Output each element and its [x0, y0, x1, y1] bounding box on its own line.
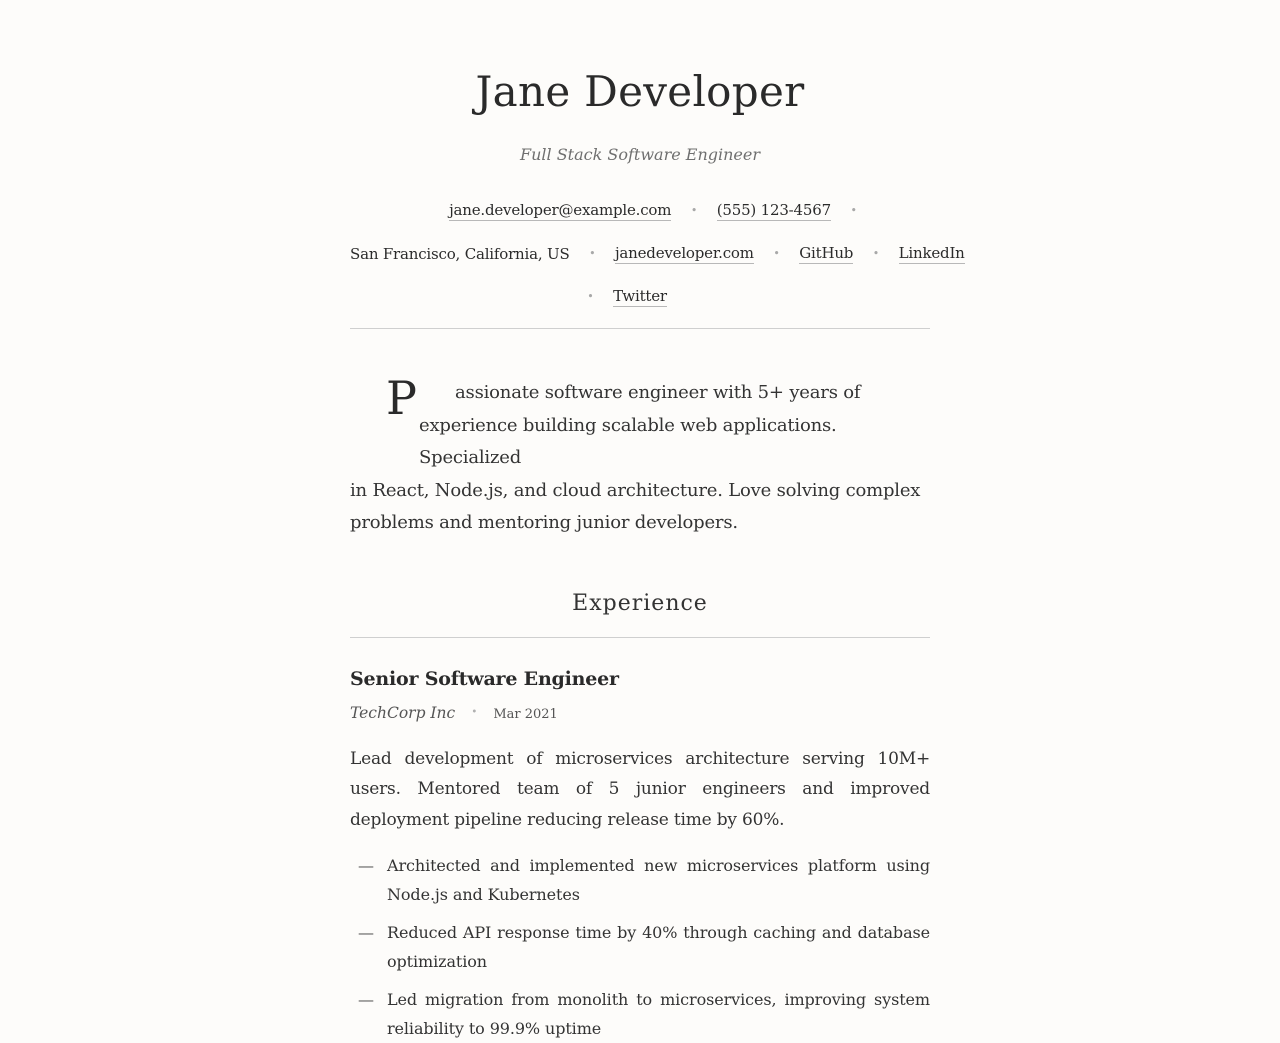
linkedin-link[interactable]: LinkedIn	[899, 244, 965, 264]
job-title: Senior Software Engineer	[350, 666, 930, 692]
separator-dot: •	[691, 202, 697, 220]
job-highlights	[350, 852, 930, 1043]
em-dash-icon: —	[358, 919, 374, 948]
separator-dot: •	[773, 245, 779, 263]
twitter-link[interactable]: Twitter	[613, 287, 667, 307]
header-divider	[350, 328, 930, 329]
section-divider	[350, 637, 930, 638]
candidate-name: Jane Developer	[350, 68, 930, 116]
resume-header	[350, 68, 930, 318]
separator-dot: •	[471, 707, 477, 718]
summary-line: assionate software engineer with 5+ years of	[350, 377, 930, 410]
resume-page	[350, 0, 930, 1043]
location-text: San Francisco, California, US	[350, 245, 570, 263]
summary-dropcap: P	[386, 373, 417, 423]
job-date: Mar 2021	[493, 707, 558, 722]
email-link[interactable]: jane.developer@example.com	[449, 201, 671, 221]
contact-line-3	[350, 275, 930, 318]
github-link[interactable]: GitHub	[799, 244, 853, 264]
separator-dot: •	[851, 202, 857, 220]
contact-line-2	[350, 232, 930, 275]
separator-dot: •	[587, 288, 593, 306]
separator-dot: •	[589, 245, 595, 263]
highlight-text: Architected and implemented new microservices platform using Node.js and Kubernetes	[387, 856, 930, 904]
summary-line: problems and mentoring junior developers.	[350, 507, 930, 540]
phone-link[interactable]: (555) 123-4567	[717, 201, 831, 221]
em-dash-icon: —	[358, 986, 374, 1015]
contact-line-1	[350, 189, 930, 232]
job-entry	[350, 666, 930, 1043]
list-item	[350, 852, 930, 909]
separator-dot: •	[873, 245, 879, 263]
em-dash-icon: —	[358, 852, 374, 881]
contact-list	[350, 189, 930, 318]
job-description: Lead development of microservices architecture serving 10M+ users. Mentored team of 5 junior engineers and improved deployment pipeline reducing release time by 60%.	[350, 744, 930, 836]
job-meta	[350, 703, 930, 725]
experience-heading: Experience	[350, 589, 930, 619]
list-item	[350, 919, 930, 976]
summary-section	[350, 377, 930, 540]
job-subtitle: Full Stack Software Engineer	[350, 145, 930, 165]
highlight-text: Led migration from monolith to microservices, improving system reliability to 99.9% uptime	[387, 990, 930, 1038]
website-link[interactable]: janedeveloper.com	[615, 244, 754, 264]
highlight-text: Reduced API response time by 40% through caching and database optimization	[387, 923, 930, 971]
list-item	[350, 986, 930, 1043]
summary-line: experience building scalable web applications. Specialized	[350, 410, 930, 475]
experience-section	[350, 589, 930, 1043]
company-name: TechCorp Inc	[350, 704, 455, 722]
summary-line: in React, Node.js, and cloud architecture. Love solving complex	[350, 475, 930, 508]
